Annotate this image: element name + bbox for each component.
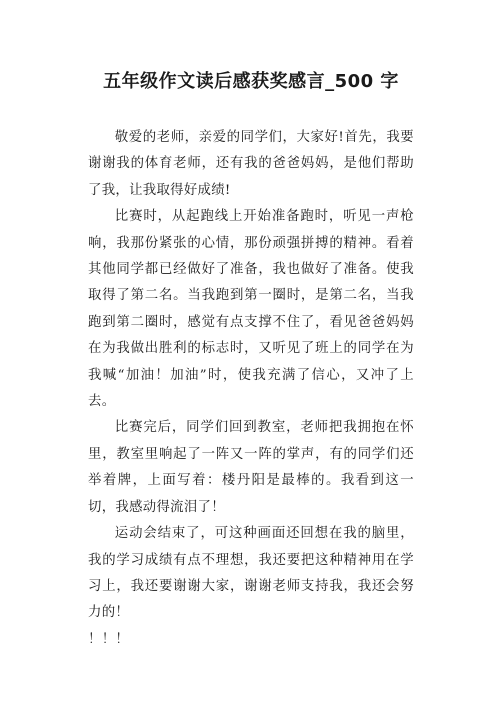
closing-exclamations: ！！！ — [88, 631, 130, 647]
document-title: 五年级作文读后感获奖感言_500 字 — [103, 71, 399, 92]
paragraph-greeting: 敬爱的老师，亲爱的同学们，大家好!首先，我要谢谢我的体育老师，还有我的爸爸妈妈，是他们帮助了我，让我取得好成绩! — [88, 130, 414, 198]
paragraph-race: 比赛时，从起跑线上开始准备跑时，听见一声枪响，我那份紧张的心情，那份顽强拼搏的精神。看着其他同学都已经做好了准备，我也做好了准备。使我取得了第二名。当我跑到第一圈时，是第二名，当我跑到第二圈时，感觉有点支撑不住了，看见爸爸妈妈在为我做出胜利的标志时，又听见了班上的同学在为我喊“加油！加油”时，使我充满了信心，又冲了上去。 — [88, 209, 414, 410]
paragraph-conclusion: 运动会结束了，可这种画面还回想在我的脑里，我的学习成绩有点不理想，我还要把这种精神用在学习上，我还要谢谢大家，谢谢老师支持我，我还会努力的！ — [88, 526, 414, 621]
paragraph-classroom: 比赛完后，同学们回到教室，老师把我拥抱在怀里，教室里响起了一阵又一阵的掌声，有的同学们还举着牌，上面写着：楼丹阳是最棒的。我看到这一切，我感动得流泪了！ — [88, 420, 414, 515]
